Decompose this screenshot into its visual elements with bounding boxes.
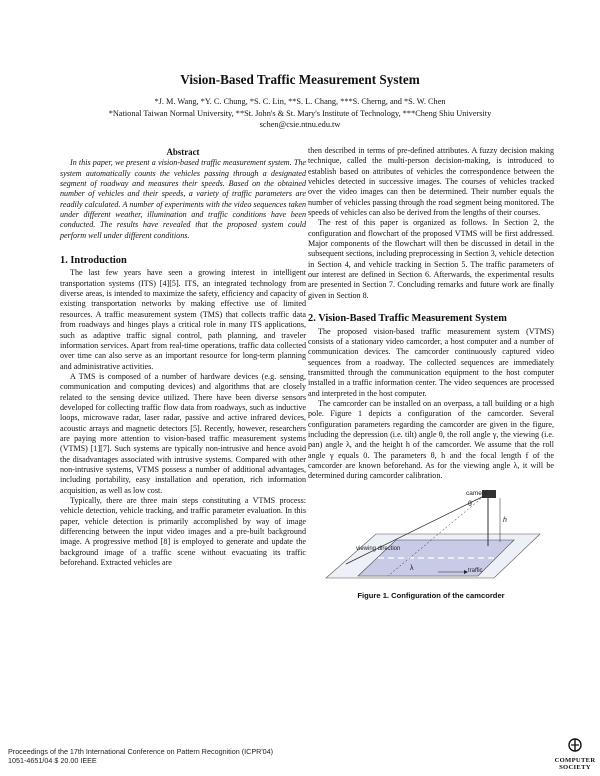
section-1-paragraph: The last few years have seen a growing interest in intelligent transportation systems (ITS) [4][5]. ITS, an integrated technology from diverse areas, is intended to maximize the safety, efficiency and capacity of existing transportation networks by making effective use of limited resources. A traffic measurement system (TMS) that collects traffic data from roadways and hinges plays a critical role in many ITS applications, such as adaptive traffic signal control, path planning, and traveler information services. Apart from real-time operations, traffic data collected over time can also serve as an important resource for long-term planning and administrative activities.: [60, 268, 306, 371]
paper-title: Vision-Based Traffic Measurement System: [180, 72, 420, 87]
logo-line-1: COMPUTER: [554, 757, 596, 764]
height-label: h: [503, 516, 507, 524]
author-email: schen@csie.ntnu.edu.tw: [259, 120, 341, 129]
theta-label: θ: [468, 500, 472, 508]
section-2-paragraph: The proposed vision-based traffic measurement system (VTMS) consists of a stationary video camcorder, a host computer and a number of communication devices. The camcorder continuously captured video sequences from a roadway. The collected sequences are immediately transmitted through the communication equipment to the host computer installed in a traffic information center. The video sequences are processed and interpreted in the host computer.: [308, 326, 554, 398]
lambda-label: λ: [410, 564, 414, 572]
section-1-heading: 1. Introduction: [60, 255, 127, 267]
section-2-paragraph: The camcorder can be installed on an overpass, a tall building or a high pole. Figure 1 depicts a configuration of the camcorder. Several configuration parameters regarding the camcorder are given in the figure, including the depression (i.e. tilt) angle θ, the roll angle γ, the viewing (i.e. pan) angle λ, and the height h of the camcorder. We assume that the roll angle γ equals 0. The parameters θ, h and the focal length f of the camcorder are known beforehand. As for the viewing angle λ, it will be determined during camcorder calibration.: [308, 398, 554, 481]
left-column: [60, 147, 306, 568]
camcorder-configuration-diagram: [318, 486, 544, 586]
proceedings-line: Proceedings of the 17th International Conference on Pattern Recognition (ICPR'04): [8, 747, 274, 756]
traffic-label: traffic: [468, 567, 483, 574]
viewing-direction-label: viewing direction: [356, 545, 401, 552]
copyright-line: 1051-4651/04 $ 20.00 IEEE: [8, 756, 97, 766]
page-footer: [8, 747, 273, 765]
computer-society-logo: [552, 738, 598, 771]
logo-line-2: SOCIETY: [559, 764, 591, 771]
organization-paragraph: The rest of this paper is organized as follows. In Section 2, the configuration and flowchart of the proposed VTMS will be first addressed. Major components of the flowchart will then be discussed in detail in the subsequent sections, including preprocessing in Section 3, vehicle detection in Section 4, and vehicle tracking in Section 5. The traffic parameters of our interest are defined in Section 6. Afterwards, the experimental results are presented in Section 7. Concluding remarks and future work are finally given in Section 8.: [308, 218, 554, 300]
author-list: *J. M. Wang, *Y. C. Chung, *S. C. Lin, **S. L. Chang, ***S. Cherng, and *S. W. Chen: [154, 97, 446, 106]
section-1-paragraph: A TMS is composed of a number of hardware devices (e.g. sensing, communication and computing devices) and algorithms that are closely related to the sensing device utilized. There have been diverse sensors developed for collecting traffic flow data from roadways, such as inductive loops, microwave radar, laser radar, passive and active infrared devices, acoustic arrays and magnetic detectors [5]. Recently, however, researchers are paying more attention to vision-based traffic measurement systems (VTMS) [1][7]. Such systems are typically non-intrusive and hence avoid the disadvantages associated with intrusive systems. Compared with other non-intrusive systems, VTMS possess a number of additional advantages, including portability, easy installation and operation, rich information acquisition, as well as low cost.: [60, 371, 306, 495]
figure-caption: Figure 1. Configuration of the camcorder: [357, 591, 505, 600]
figure-1: [318, 486, 544, 604]
society-emblem-icon: [566, 738, 584, 752]
section-1-paragraph: Typically, there are three main steps constituting a VTMS process: vehicle detection, vehicle tracking, and traffic parameter evaluation. In this paper, vehicle detection is primarily accomplished by way of image differencing between the input video images and a pre-built background image. A progressive method [8] is employed to generate and update the background image of a traffic scene without evacuating its traffic beforehand. Extracted vehicles are: [60, 496, 306, 568]
section-2-heading: 2. Vision-Based Traffic Measurement System: [308, 313, 507, 325]
abstract-heading: Abstract: [166, 147, 200, 157]
author-block: [30, 96, 570, 131]
continued-paragraph: then described in terms of pre-defined attributes. A fuzzy decision making technique, called the multi-person decision-making, is introduced to establish based on attributes of vehicles the correspondence between the vehicles detected in successive images. The courses of vehicles tracked over the video images can then be determined. Their number equals the number of vehicles passing through the road segment being monitored. The speeds of vehicles can also be derived from the lengths of their courses.: [308, 146, 554, 218]
abstract-text: In this paper, we present a vision-based traffic measurement system. The system automatically counts the vehicles passing through a designated segment of roadway and measures their speeds. Based on the obtained number of vehicles and their speeds, a variety of traffic parameters are readily calculated. A number of experiments with the video sequences taken under different weather, illumination and traffic conditions have been conducted. The results have revealed that the proposed system could perform well under different conditions.: [60, 158, 306, 240]
camera-label: camera: [466, 489, 488, 497]
right-column: [308, 146, 554, 604]
affiliation-list: *National Taiwan Normal University, **St. John's & St. Mary's Institute of Technology, ***Cheng Shiu University: [108, 108, 492, 118]
